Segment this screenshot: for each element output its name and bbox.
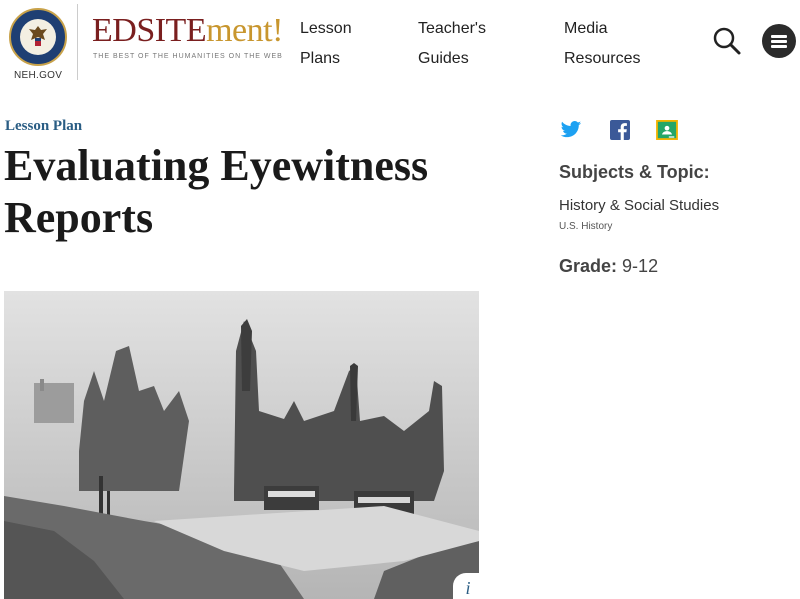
- nav-teachers-guides-line1: Teacher's: [418, 20, 486, 37]
- hamburger-menu-button[interactable]: [762, 24, 796, 58]
- image-info-button[interactable]: i: [453, 573, 479, 599]
- neh-seal-logo[interactable]: [9, 8, 67, 66]
- facebook-icon[interactable]: [609, 120, 631, 140]
- nav-teachers-guides-line2: Guides: [418, 50, 469, 67]
- page-title: Evaluating Eyewitness Reports: [4, 141, 429, 242]
- header-divider: [77, 4, 78, 80]
- nav-teachers-guides[interactable]: [418, 14, 486, 74]
- nav-media-resources-line2: Resources: [564, 50, 641, 67]
- nav-lesson-plans-line1: Lesson: [300, 20, 352, 37]
- logo-part-1: EDSITE: [92, 12, 207, 49]
- fire-ruins-photo: [4, 291, 479, 599]
- nav-media-resources-line1: Media: [564, 20, 608, 37]
- grade-label: Grade:: [559, 256, 618, 276]
- hero-image: [4, 291, 479, 599]
- twitter-icon[interactable]: [560, 120, 582, 140]
- site-header: [0, 0, 800, 84]
- google-classroom-icon[interactable]: [656, 120, 678, 140]
- neh-gov-label[interactable]: NEH.GOV: [14, 70, 63, 81]
- topic-link[interactable]: U.S. History: [559, 221, 613, 232]
- nav-media-resources[interactable]: [564, 14, 640, 74]
- subjects-heading: Subjects & Topic:: [559, 162, 710, 182]
- logo-part-2: ment!: [206, 12, 283, 49]
- logo-tagline: THE BEST OF THE HUMANITIES ON THE WEB: [93, 53, 283, 60]
- search-icon[interactable]: [712, 26, 742, 56]
- nav-lesson-plans[interactable]: [300, 14, 352, 74]
- grade-value: 9-12: [622, 256, 659, 276]
- nav-lesson-plans-line2: Plans: [300, 50, 341, 67]
- eagle-icon: [28, 24, 48, 50]
- content-type-label: Lesson Plan: [5, 118, 83, 134]
- subject-link[interactable]: History & Social Studies: [559, 197, 720, 214]
- edsitement-logo[interactable]: [92, 14, 283, 48]
- grade-level: [559, 256, 658, 277]
